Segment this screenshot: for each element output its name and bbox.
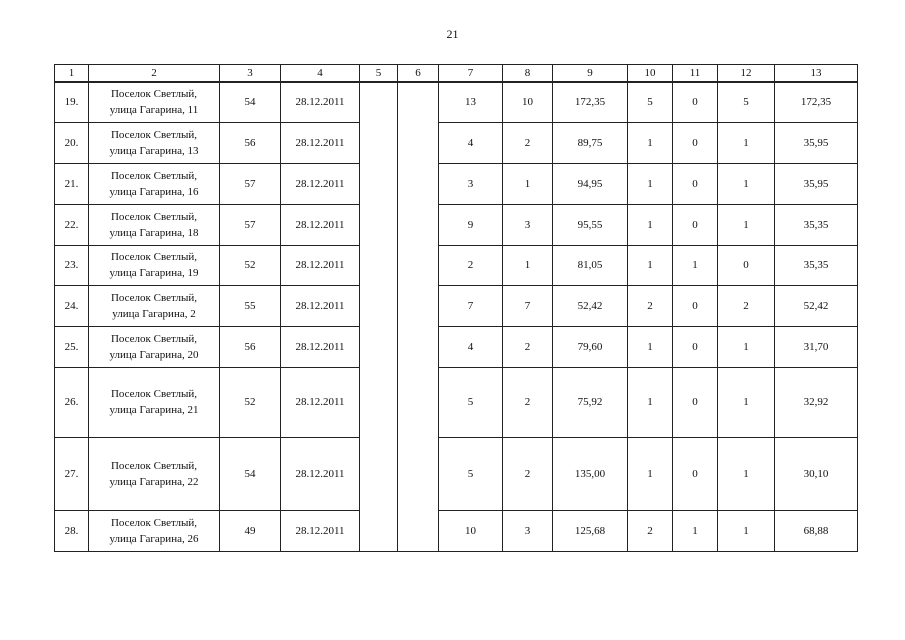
address-line-1: Поселок Светлый, xyxy=(110,128,198,141)
col8-cell: 2 xyxy=(503,122,553,163)
address-cell xyxy=(89,163,220,204)
col10-cell: 1 xyxy=(628,122,673,163)
col11-cell: 0 xyxy=(673,204,718,245)
col11-cell: 0 xyxy=(673,326,718,367)
col3-cell: 49 xyxy=(220,510,281,551)
col7-cell: 5 xyxy=(439,437,503,510)
table-row xyxy=(55,163,858,204)
address-line-2: улица Гагарина, 21 xyxy=(109,404,199,416)
col13-cell: 32,92 xyxy=(775,367,858,437)
col10-cell: 2 xyxy=(628,285,673,326)
date-cell: 28.12.2011 xyxy=(281,367,360,437)
col7-cell: 4 xyxy=(439,122,503,163)
col12-cell: 1 xyxy=(718,326,775,367)
column-header: 4 xyxy=(281,65,360,83)
row-number: 19. xyxy=(55,82,89,122)
table-row xyxy=(55,122,858,163)
col11-cell: 0 xyxy=(673,82,718,122)
column-header: 3 xyxy=(220,65,281,83)
address-cell xyxy=(89,245,220,285)
address-cell xyxy=(89,204,220,245)
table-row xyxy=(55,82,858,122)
col9-cell: 125,68 xyxy=(553,510,628,551)
row-number: 22. xyxy=(55,204,89,245)
date-cell: 28.12.2011 xyxy=(281,245,360,285)
address-line-2: улица Гагарина, 13 xyxy=(109,144,199,157)
address-line-1: Поселок Светлый, xyxy=(110,516,198,529)
date-cell: 28.12.2011 xyxy=(281,285,360,326)
col8-cell: 2 xyxy=(503,367,553,437)
col12-cell: 1 xyxy=(718,204,775,245)
col7-cell: 5 xyxy=(439,367,503,437)
address-line-2: улица Гагарина, 26 xyxy=(109,532,199,545)
address-line-1: Поселок Светлый, xyxy=(110,459,198,472)
address-line-1: Поселок Светлый, xyxy=(110,88,198,101)
col3-cell: 52 xyxy=(220,367,281,437)
column-header: 13 xyxy=(775,65,858,83)
address-line-1: Поселок Светлый, xyxy=(110,251,198,263)
col10-cell: 1 xyxy=(628,367,673,437)
col5-merged-cell xyxy=(360,82,398,551)
col3-cell: 55 xyxy=(220,285,281,326)
address-line-2: улица Гагарина, 19 xyxy=(109,267,199,279)
col13-cell: 68,88 xyxy=(775,510,858,551)
address-line-2: улица Гагарина, 2 xyxy=(112,307,196,320)
col11-cell: 0 xyxy=(673,367,718,437)
col12-cell: 1 xyxy=(718,122,775,163)
row-number: 20. xyxy=(55,122,89,163)
address-cell xyxy=(89,437,220,510)
date-cell: 28.12.2011 xyxy=(281,326,360,367)
col13-cell: 172,35 xyxy=(775,82,858,122)
col11-cell: 0 xyxy=(673,437,718,510)
table-row xyxy=(55,437,858,510)
col7-cell: 2 xyxy=(439,245,503,285)
col10-cell: 1 xyxy=(628,245,673,285)
col8-cell: 1 xyxy=(503,245,553,285)
col11-cell: 1 xyxy=(673,510,718,551)
col13-cell: 35,35 xyxy=(775,204,858,245)
col3-cell: 57 xyxy=(220,163,281,204)
col7-cell: 13 xyxy=(439,82,503,122)
col3-cell: 52 xyxy=(220,245,281,285)
address-line-2: улица Гагарина, 16 xyxy=(109,185,199,198)
col13-cell: 35,95 xyxy=(775,122,858,163)
row-number: 24. xyxy=(55,285,89,326)
address-cell xyxy=(89,122,220,163)
address-line-2: улица Гагарина, 22 xyxy=(109,475,199,488)
col12-cell: 1 xyxy=(718,163,775,204)
table-row xyxy=(55,510,858,551)
page-number: 21 xyxy=(446,27,459,41)
col7-cell: 10 xyxy=(439,510,503,551)
col3-cell: 54 xyxy=(220,82,281,122)
row-number: 25. xyxy=(55,326,89,367)
col12-cell: 1 xyxy=(718,437,775,510)
col11-cell: 1 xyxy=(673,245,718,285)
row-number: 26. xyxy=(55,367,89,437)
col13-cell: 30,10 xyxy=(775,437,858,510)
col7-cell: 4 xyxy=(439,326,503,367)
col8-cell: 10 xyxy=(503,82,553,122)
address-cell xyxy=(89,510,220,551)
col10-cell: 1 xyxy=(628,163,673,204)
date-cell: 28.12.2011 xyxy=(281,82,360,122)
address-cell xyxy=(89,326,220,367)
date-cell: 28.12.2011 xyxy=(281,163,360,204)
row-number: 28. xyxy=(55,510,89,551)
address-line-1: Поселок Светлый, xyxy=(110,332,198,345)
address-line-2: улица Гагарина, 20 xyxy=(109,348,199,361)
col7-cell: 9 xyxy=(439,204,503,245)
col9-cell: 94,95 xyxy=(553,163,628,204)
col9-cell: 52,42 xyxy=(553,285,628,326)
row-number: 27. xyxy=(55,437,89,510)
col13-cell: 52,42 xyxy=(775,285,858,326)
column-header: 12 xyxy=(718,65,775,83)
date-cell: 28.12.2011 xyxy=(281,122,360,163)
col7-cell: 3 xyxy=(439,163,503,204)
column-header: 9 xyxy=(553,65,628,83)
col9-cell: 172,35 xyxy=(553,82,628,122)
col13-cell: 35,95 xyxy=(775,163,858,204)
address-line-2: улица Гагарина, 11 xyxy=(109,104,199,117)
col10-cell: 2 xyxy=(628,510,673,551)
col8-cell: 3 xyxy=(503,510,553,551)
col10-cell: 1 xyxy=(628,204,673,245)
col12-cell: 1 xyxy=(718,510,775,551)
col8-cell: 3 xyxy=(503,204,553,245)
col9-cell: 79,60 xyxy=(553,326,628,367)
col6-merged-cell xyxy=(398,82,439,551)
col12-cell: 5 xyxy=(718,82,775,122)
address-line-1: Поселок Светлый, xyxy=(110,169,198,182)
col3-cell: 57 xyxy=(220,204,281,245)
date-cell: 28.12.2011 xyxy=(281,437,360,510)
col10-cell: 1 xyxy=(628,326,673,367)
column-header: 2 xyxy=(89,65,220,83)
col9-cell: 95,55 xyxy=(553,204,628,245)
header-row xyxy=(55,65,858,83)
column-header: 7 xyxy=(439,65,503,83)
column-header: 5 xyxy=(360,65,398,83)
col10-cell: 5 xyxy=(628,82,673,122)
table-row xyxy=(55,285,858,326)
col8-cell: 2 xyxy=(503,437,553,510)
date-cell: 28.12.2011 xyxy=(281,510,360,551)
col13-cell: 35,35 xyxy=(775,245,858,285)
address-line-1: Поселок Светлый, xyxy=(110,388,198,400)
col8-cell: 7 xyxy=(503,285,553,326)
address-line-1: Поселок Светлый, xyxy=(110,291,198,304)
col9-cell: 81,05 xyxy=(553,245,628,285)
col9-cell: 135,00 xyxy=(553,437,628,510)
col12-cell: 1 xyxy=(718,367,775,437)
row-number: 23. xyxy=(55,245,89,285)
table-row xyxy=(55,204,858,245)
col9-cell: 89,75 xyxy=(553,122,628,163)
col8-cell: 1 xyxy=(503,163,553,204)
col3-cell: 56 xyxy=(220,326,281,367)
address-cell xyxy=(89,285,220,326)
col12-cell: 0 xyxy=(718,245,775,285)
table-row xyxy=(55,326,858,367)
table-body xyxy=(55,82,858,551)
col13-cell: 31,70 xyxy=(775,326,858,367)
col12-cell: 2 xyxy=(718,285,775,326)
col10-cell: 1 xyxy=(628,437,673,510)
col3-cell: 56 xyxy=(220,122,281,163)
column-header: 6 xyxy=(398,65,439,83)
column-header: 10 xyxy=(628,65,673,83)
column-header: 11 xyxy=(673,65,718,83)
row-number: 21. xyxy=(55,163,89,204)
column-header: 8 xyxy=(503,65,553,83)
col7-cell: 7 xyxy=(439,285,503,326)
table-row xyxy=(55,245,858,285)
address-cell xyxy=(89,367,220,437)
col3-cell: 54 xyxy=(220,437,281,510)
col11-cell: 0 xyxy=(673,285,718,326)
date-cell: 28.12.2011 xyxy=(281,204,360,245)
table-row xyxy=(55,367,858,437)
address-cell xyxy=(89,82,220,122)
col11-cell: 0 xyxy=(673,122,718,163)
col11-cell: 0 xyxy=(673,163,718,204)
col9-cell: 75,92 xyxy=(553,367,628,437)
address-line-2: улица Гагарина, 18 xyxy=(109,226,199,239)
column-header: 1 xyxy=(55,65,89,83)
address-line-1: Поселок Светлый, xyxy=(110,210,198,223)
col8-cell: 2 xyxy=(503,326,553,367)
data-table xyxy=(54,64,858,552)
